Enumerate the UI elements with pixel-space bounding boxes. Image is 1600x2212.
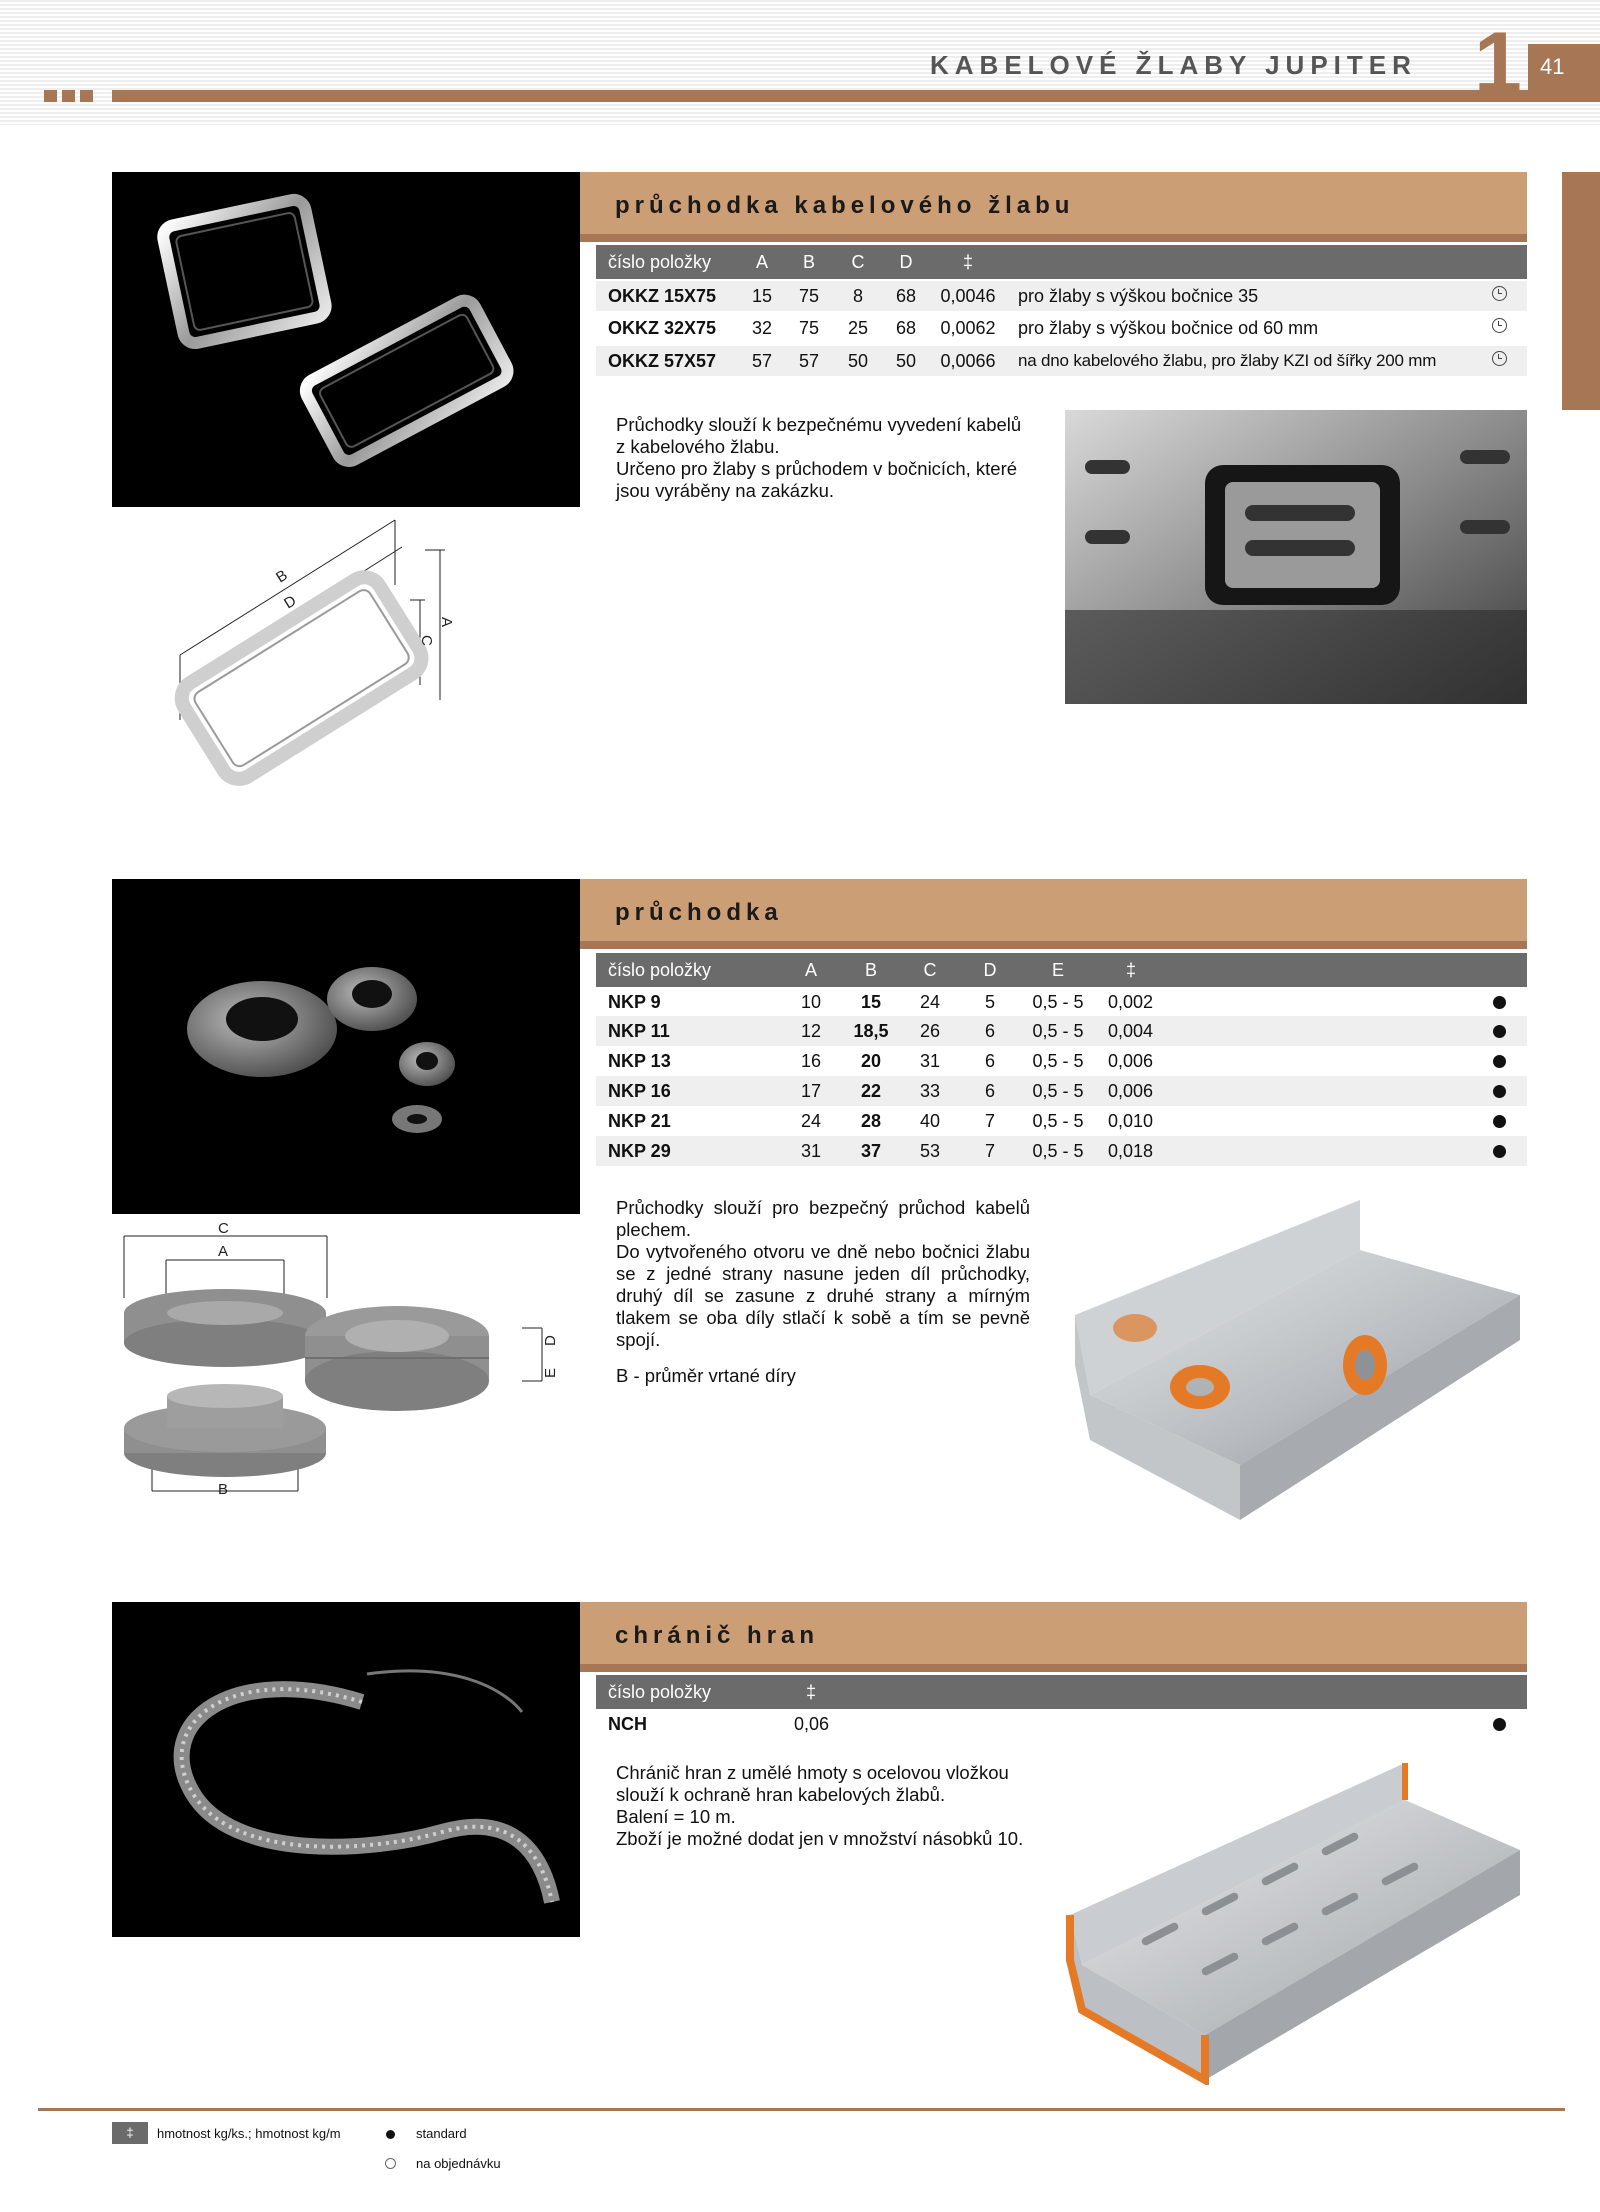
- section-title: chránič hran: [615, 1622, 820, 1649]
- cell-weight: 0,0046: [940, 286, 996, 306]
- table-row: [596, 1076, 1527, 1106]
- col-header-b: B: [864, 960, 878, 980]
- cell-b: 20: [860, 1051, 882, 1071]
- application-photo-nkp: [1060, 1190, 1530, 1530]
- table-row: [596, 1709, 1527, 1739]
- dim-label-d: D: [542, 1335, 559, 1346]
- cell-d: 6: [984, 1051, 996, 1071]
- header-square: [80, 90, 93, 102]
- standard-dot-icon: [1493, 1145, 1506, 1158]
- legend-order: na objednávku: [416, 2156, 501, 2171]
- item-code: NCH: [608, 1714, 647, 1734]
- chapter-number: 1: [1474, 15, 1522, 111]
- item-code: OKKZ 32X75: [608, 318, 717, 338]
- product-photo-okkz: [112, 172, 580, 507]
- cell-b: 15: [860, 992, 882, 1012]
- cell-weight: 0,010: [1108, 1111, 1154, 1131]
- dim-label-e: E: [542, 1367, 559, 1378]
- col-header-a: A: [755, 252, 769, 272]
- description-okkz: Průchodky slouží k bezpečnému vyvedení kabelů z kabelového žlabu. Určeno pro žlaby s průchodem v bočnicích, které jsou vyráběny na zakázku.: [616, 414, 1022, 501]
- cell-d: 68: [895, 286, 917, 306]
- dimension-diagram-nkp: [112, 1218, 582, 1508]
- dimension-diagram-okkz: [170, 505, 490, 845]
- col-header-c: C: [851, 252, 865, 272]
- table-header-okkz: [596, 245, 1527, 279]
- cell-b: 75: [798, 318, 820, 338]
- cell-e: 0,5 - 5: [1032, 1081, 1084, 1101]
- table-row: [596, 987, 1527, 1017]
- section-header-nkp: [580, 879, 1527, 941]
- section-title: průchodka kabelového žlabu: [615, 192, 1075, 219]
- col-header-a: A: [804, 960, 818, 980]
- footer-line: [38, 2108, 1565, 2111]
- clock-icon: [385, 2158, 396, 2169]
- item-code: NKP 16: [608, 1081, 671, 1101]
- col-header-item: číslo položky: [608, 960, 712, 980]
- chapter-side-tab: [1562, 172, 1600, 410]
- cell-weight: 0,006: [1108, 1081, 1154, 1101]
- standard-dot-icon: [1493, 1025, 1506, 1038]
- standard-dot-icon: [1493, 1055, 1506, 1068]
- item-code: OKKZ 15X75: [608, 286, 717, 306]
- table-row: [596, 1136, 1527, 1166]
- cell-note: pro žlaby s výškou bočnice od 60 mm: [1018, 318, 1319, 338]
- cell-c: 8: [852, 286, 864, 306]
- cell-a: 32: [751, 318, 773, 338]
- section-divider: [580, 234, 1527, 242]
- table-row: [596, 346, 1527, 376]
- clock-icon: [1492, 286, 1507, 301]
- cell-d: 68: [895, 318, 917, 338]
- description-nch: Chránič hran z umělé hmoty s ocelovou vložkou slouží k ochraně hran kabelových žlabů. Balení = 10 m. Zboží je možné dodat jen v množství násobků 10.: [616, 1762, 1024, 1849]
- dim-label-d: D: [281, 592, 300, 613]
- table-row: [596, 281, 1527, 311]
- item-code: NKP 13: [608, 1051, 671, 1071]
- col-header-item: číslo položky: [608, 252, 712, 272]
- application-photo-okkz: [1065, 410, 1527, 704]
- dim-label-a: A: [438, 617, 455, 628]
- cell-c: 53: [919, 1141, 941, 1161]
- legend-weight: hmotnost kg/ks.; hmotnost kg/m: [157, 2126, 341, 2141]
- item-code: NKP 21: [608, 1111, 671, 1131]
- cell-d: 7: [984, 1111, 996, 1131]
- cell-a: 31: [800, 1141, 822, 1161]
- item-code: NKP 29: [608, 1141, 671, 1161]
- cell-e: 0,5 - 5: [1032, 1021, 1084, 1041]
- description-nkp: Průchodky slouží pro bezpečný průchod kabelů plechem. Do vytvořeného otvoru ve dně nebo bočnici žlabu se z jedné strany nasune jeden díl průchodky, druhý díl se zasune z druhé strany a mírným tlakem se oba díly stlačí k sobě a tím se pevně spojí. B - průměr vrtané díry: [616, 1197, 1030, 1386]
- dim-label-b: B: [273, 566, 291, 587]
- section-divider: [580, 1664, 1527, 1672]
- cell-a: 16: [800, 1051, 822, 1071]
- clock-icon: [1492, 318, 1507, 333]
- section-header-okkz: [580, 172, 1527, 234]
- col-header-c: C: [923, 960, 937, 980]
- cell-weight: 0,002: [1108, 992, 1154, 1012]
- clock-icon: [1492, 351, 1507, 366]
- cell-d: 6: [984, 1021, 996, 1041]
- table-row: [596, 313, 1527, 343]
- cell-c: 26: [919, 1021, 941, 1041]
- item-code: NKP 11: [608, 1021, 670, 1041]
- cell-a: 10: [800, 992, 822, 1012]
- dim-label-c: C: [218, 1220, 229, 1237]
- legend-standard: standard: [416, 2126, 467, 2141]
- standard-dot-icon: [1493, 1115, 1506, 1128]
- table-header-nkp: [596, 953, 1527, 987]
- cell-d: 5: [984, 992, 996, 1012]
- cell-d: 50: [895, 351, 917, 371]
- cell-note: pro žlaby s výškou bočnice 35: [1018, 286, 1259, 306]
- header-square: [44, 90, 57, 102]
- cell-a: 24: [800, 1111, 822, 1131]
- cell-a: 57: [751, 351, 773, 371]
- cell-e: 0,5 - 5: [1032, 1141, 1084, 1161]
- cell-d: 6: [984, 1081, 996, 1101]
- cell-b: 75: [798, 286, 820, 306]
- cell-weight: 0,0066: [940, 351, 996, 371]
- col-header-weight: ‡: [1125, 960, 1137, 980]
- cell-b: 57: [798, 351, 820, 371]
- cell-b: 18,5: [853, 1021, 889, 1041]
- col-header-d: D: [899, 252, 913, 272]
- page-title: KABELOVÉ ŽLABY JUPITER: [930, 50, 1417, 80]
- cell-weight: 0,06: [794, 1714, 830, 1734]
- application-photo-nch: [1060, 1755, 1530, 2085]
- dim-label-a: A: [218, 1243, 229, 1260]
- item-code: NKP 9: [608, 992, 661, 1012]
- cell-weight: 0,018: [1108, 1141, 1154, 1161]
- standard-dot-icon: [386, 2130, 395, 2139]
- col-header-item: číslo položky: [608, 1682, 712, 1702]
- standard-dot-icon: [1493, 1085, 1506, 1098]
- page-number: 41: [1528, 44, 1600, 102]
- item-code: OKKZ 57X57: [608, 351, 717, 371]
- cell-d: 7: [984, 1141, 996, 1161]
- col-header-e: E: [1051, 960, 1065, 980]
- section-title: průchodka: [615, 899, 783, 926]
- cell-c: 40: [919, 1111, 941, 1131]
- section-divider: [580, 941, 1527, 949]
- cell-c: 25: [847, 318, 869, 338]
- table-row: [596, 1016, 1527, 1046]
- dim-label-c: C: [418, 635, 435, 646]
- cell-e: 0,5 - 5: [1032, 1051, 1084, 1071]
- cell-c: 33: [919, 1081, 941, 1101]
- weight-icon: ‡: [112, 2122, 148, 2144]
- col-header-weight: ‡: [962, 252, 974, 272]
- cell-weight: 0,004: [1108, 1021, 1154, 1041]
- cell-a: 17: [800, 1081, 822, 1101]
- cell-b: 37: [860, 1141, 882, 1161]
- cell-weight: 0,006: [1108, 1051, 1154, 1071]
- cell-e: 0,5 - 5: [1032, 1111, 1084, 1131]
- table-row: [596, 1046, 1527, 1076]
- standard-dot-icon: [1493, 996, 1506, 1009]
- col-header-b: B: [802, 252, 816, 272]
- product-photo-nkp: [112, 879, 580, 1214]
- cell-a: 15: [751, 286, 773, 306]
- cell-e: 0,5 - 5: [1032, 992, 1084, 1012]
- cell-a: 12: [800, 1021, 822, 1041]
- col-header-d: D: [983, 960, 997, 980]
- col-header-weight: ‡: [805, 1682, 817, 1702]
- cell-c: 50: [847, 351, 869, 371]
- standard-dot-icon: [1493, 1718, 1506, 1731]
- cell-note: na dno kabelového žlabu, pro žlaby KZI od šířky 200 mm: [1018, 351, 1437, 370]
- cell-c: 24: [919, 992, 941, 1012]
- cell-c: 31: [919, 1051, 941, 1071]
- header-square: [62, 90, 75, 102]
- header-bar: [112, 90, 1600, 102]
- product-photo-nch: [112, 1602, 580, 1937]
- drill-note: B - průměr vrtané díry: [616, 1365, 796, 1386]
- dim-label-b: B: [218, 1481, 229, 1498]
- table-row: [596, 1106, 1527, 1136]
- cell-b: 28: [860, 1111, 882, 1131]
- section-header-nch: [580, 1602, 1527, 1664]
- table-header-nch: [596, 1675, 1527, 1709]
- cell-b: 22: [860, 1081, 882, 1101]
- cell-weight: 0,0062: [940, 318, 996, 338]
